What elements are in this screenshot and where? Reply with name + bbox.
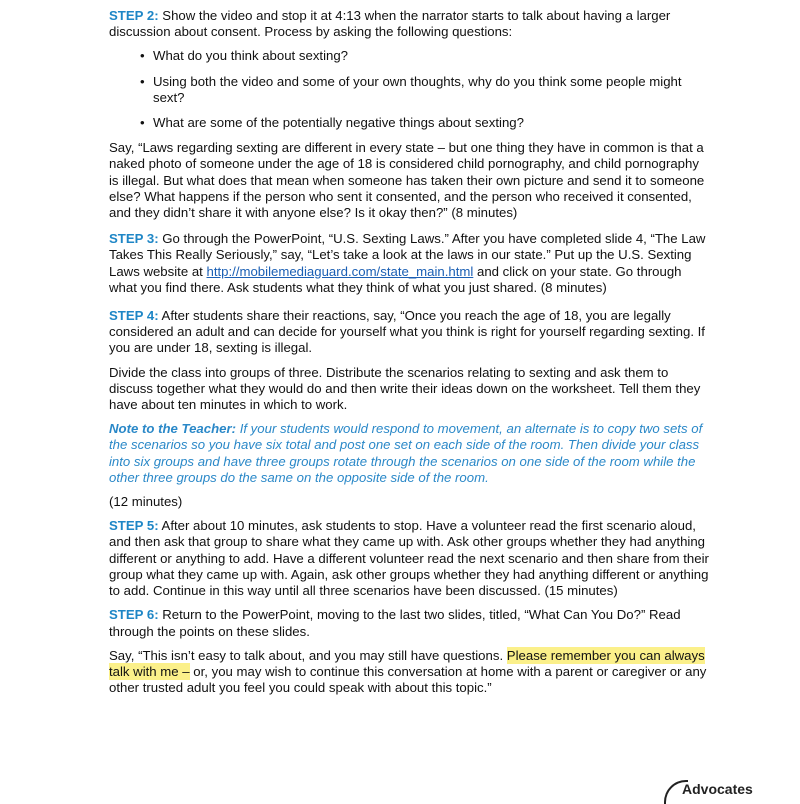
step6-say bbox=[109, 648, 709, 697]
step4-text: After students share their reactions, say, “Once you reach the age of 18, you are legally considered an adult and can decide for yourself what you think is right for yourself regarding sexting. If you are under 18, sexting is illegal. bbox=[109, 308, 705, 356]
step2-paragraph bbox=[109, 8, 709, 40]
step2-say: Say, “Laws regarding sexting are different in every state – but one thing they have in common is that a naked photo of someone under the age of 18 is considered child pornography, and child pornography is illegal. But what does that mean when someone has taken their own picture and send it to someone else? What happens if the person who sent it consented, and the person who received it consented, and they didn’t share it with anyone else? Is it okay then?” (8 minutes) bbox=[109, 140, 705, 221]
lesson-page bbox=[109, 8, 709, 704]
highlighted-text: Please remember you can always talk with me – bbox=[109, 647, 705, 679]
step6-label: STEP 6: bbox=[109, 607, 159, 623]
step6-text: Return to the PowerPoint, moving to the last two slides, titled, “What Can You Do?” Read through the points on these slides. bbox=[109, 607, 681, 639]
step2-label: STEP 2: bbox=[109, 8, 159, 23]
question-item: • Using both the video and some of your own thoughts, why do you think some people might sext? bbox=[153, 74, 709, 106]
step6-say-before: Say, “This isn’t easy to talk about, and you may still have questions. bbox=[109, 647, 504, 663]
step4-minutes: (12 minutes) bbox=[109, 494, 183, 510]
step4-label: STEP 4: bbox=[109, 308, 159, 324]
question-item: • What are some of the potentially negative things about sexting? bbox=[153, 115, 709, 131]
footer-logo: Advocates bbox=[682, 781, 753, 797]
question-item: • What do you think about sexting? bbox=[153, 48, 709, 64]
step4-divide: Divide the class into groups of three. Distribute the scenarios relating to sexting and ask them to discuss together what they would do and then write their ideas down on the worksheet. Tell them they have about ten minutes in which to work. bbox=[109, 364, 701, 413]
step3-label: STEP 3: bbox=[109, 231, 159, 247]
step3-paragraph bbox=[109, 231, 709, 296]
step5-label: STEP 5: bbox=[109, 518, 159, 534]
teacher-note bbox=[109, 421, 709, 486]
step4-paragraph bbox=[109, 308, 709, 357]
step3-text-after: and click on your state. Go through what you find there. Ask students what they think of what you just shared. (8 minutes) bbox=[109, 263, 682, 295]
teacher-note-label: Note to the Teacher: bbox=[109, 421, 237, 437]
step6-say-after: or, you may wish to continue this conversation at home with a parent or caregiver or any other trusted adult you feel you could speak with about this topic.” bbox=[109, 663, 707, 696]
step2-text: Show the video and stop it at 4:13 when the narrator starts to talk about having a larger discussion about consent. Process by asking the following questions: bbox=[109, 8, 671, 40]
question-list bbox=[109, 48, 709, 131]
step5-text: After about 10 minutes, ask students to stop. Have a volunteer read the first scenario aloud, and then ask that group to share what they came up with. Ask other groups whether they had anything different or anything to add. Have a different volunteer read the next scenario and then share from their group what they came up with. Again, ask other groups whether they had anything different or anything to add. Continue in this way until all three scenarios have been discussed. (15 minutes) bbox=[109, 518, 709, 599]
state-laws-link[interactable]: http://mobilemediaguard.com/state_main.html bbox=[206, 263, 474, 279]
teacher-note-text: If your students would respond to movement, an alternate is to copy two sets of the scenarios so you have six total and post one set on each side of the room. Then divide your class into six groups and have three groups rotate through the scenarios on one side of the room while the other three groups do the same on the opposite side of the room. bbox=[109, 421, 703, 485]
step3-text-before: Go through the PowerPoint, “U.S. Sexting Laws.” After you have completed slide 4, “The Law Takes This Really Seriously,” say, “Let’s take a look at the laws in our state.” Put up the U.S. Sexting Laws website at bbox=[109, 231, 706, 279]
step6-paragraph bbox=[109, 607, 709, 639]
step5-paragraph bbox=[109, 518, 709, 599]
